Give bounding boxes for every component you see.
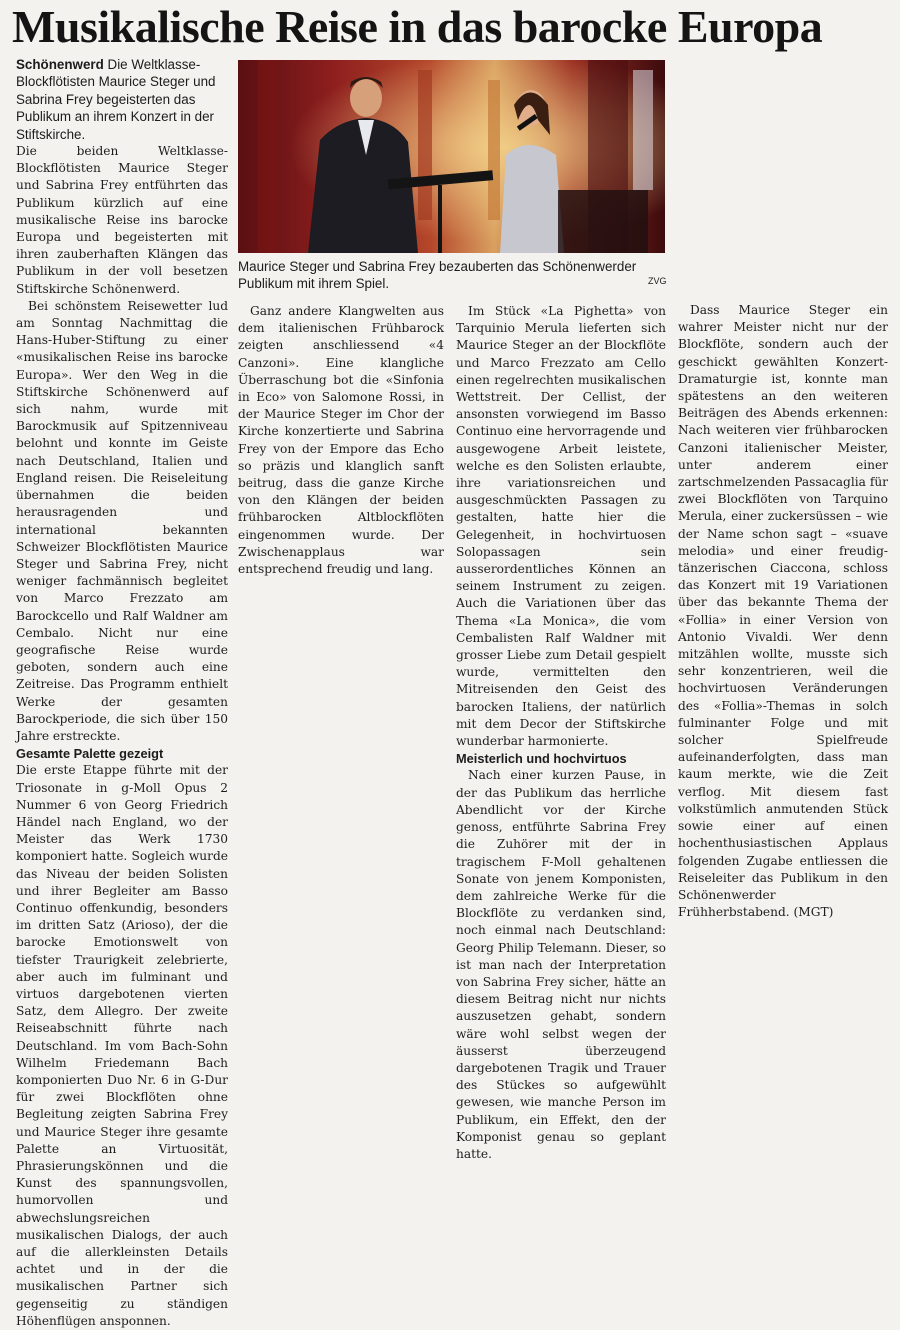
concert-photo [238,60,665,253]
column-4 [678,302,888,921]
column-3 [456,303,666,1163]
body-paragraph-2: Bei schönstem Reisewetter lud am Sonntag Nachmittag die Hans-Huber-Stiftung zu einer «musikalischen Reise ins barocke Europa». Wer den Weg in die Stiftskirche Schönenwerd auf sich nahm, wurde mit Barockmusik auf Spitzenniveau belohnt und konnte im Geiste nach Deutschland, Italien und England reisen. Die Reiseleitung übernahmen die beiden herausragenden und international bekannten Schweizer Blockflötisten Maurice Steger und Sabrina Frey, nicht weniger fachmännisch begleitet von Marco Frezzato am Barockcello und Ralf Waldner am Cembalo. Nicht nur eine geografische Reise wurde geboten, sondern auch eine Zeitreise. Das Programm enthielt Werke der gesamten Barockperiode, die sich über 150 Jahre erstreckte. [16,298,228,743]
subheading-gesamte-palette: Gesamte Palette gezeigt [16,746,164,762]
body-paragraph-7: Dass Maurice Steger ein wahrer Meister nicht nur der Blockflöte, sondern auch der geschickt gewählten Konzert-Dramaturgie ist, konnte man spätestens an den weiteren Beiträgen des Abends erkennen: Nach weiteren vier frühbarocken Canzoni italienischer Meister, unter anderem einer zartschmelzenden Passacaglia für zwei Blockflöten von Tarquino Merula, einer zuckersüssen – wie der Name schon sagt – «suave melodia» und einer freudig-tänzerischen Ciaccona, schloss das Konzert mit 19 Variationen über das bekannte Thema der «Follia» in einer Version von Antonio Vivaldi. Wer denn mitzählen wollte, musste sich sehr konzentrieren, weil die hochvirtuosen Veränderungen des «Follia»-Themas in solch fulminanter Folge und mit solcher Spielfreude aufeinanderfolgten, dass man kaum merkte, wie die Zeit verflog. Mit diesem fast volkstümlich anmutenden Stück sowie einer auf einen hochenthusiastischen Applaus folgenden Zugabe entliessen die Reiseleiter das Publikum in den Schönenwerder Frühherbstabend. (MGT) [678,303,888,920]
body-paragraph-3: Die erste Etappe führte mit der Triosonate in g-Moll Opus 2 Nummer 6 von Georg Friedrich Händel nach England, wo der Meister das Werk 1730 komponiert hatte. Sogleich wurde das Niveau der beiden Solisten und ihrer Begleiter am Basso Continuo offenkundig, besonders im dritten Satz (Arioso), der die barocke Emotionswelt von tiefster Traurigkeit zelebrierte, aber auch im fulminant und virtuos dargebotenen vierten Satz, dem Allegro. Der zweite Reiseabschnitt führte nach Deutschland. Im vom Bach-Sohn Wilhelm Friedemann Bach komponierten Duo Nr. 6 in G-Dur für zwei Blockflöten ohne Begleitung zeigten Sabrina Frey und Maurice Steger ihre gesamte Palette an Virtuosität, Phrasierungskönnen und die Kunst des spannungsvollen, humorvollen und abwechslungsreichen musikalischen Dialogs, der auch auf die allerkleinsten Details achtet und in der die musikalischen Partner sich gegenseitig zu ständigen Höhenflügen ansponnen. [16,763,228,1328]
lead-paragraph [16,56,228,143]
photo-credit: ZVG [648,276,667,286]
body-paragraph-5: Im Stück «La Pighetta» von Tarquinio Merula lieferten sich Maurice Steger an der Blockflöte und Marco Frezzato am Cello einen regelrechten musikalischen Wettstreit. Der Cellist, der ansonsten vorwiegend im Basso Continuo eine hervorragende und ausgewogene Arbeit leistete, welche es den Solisten erlaubte, ihre variationsreichen und ausgeschmückten Passagen zu gestalten, hatte hier die Gelegenheit, in hochvirtuosen Solopassagen sein ausserordentliches Können an seinem Instrument zu zeigen. Auch die Variationen über das Thema «La Monica», die vom Cembalisten Ralf Waldner mit grosser Liebe zum Detail gespielt wurde, vermittelten den Mitreisenden den Geist des barocken Italiens, der natürlich mit dem Decor der Stiftskirche wunderbar harmonierte. [456,304,666,749]
headline: Musikalische Reise in das barocke Europa [12,1,823,52]
subheading-meisterlich: Meisterlich und hochvirtuos [456,751,627,767]
lead-text: Die Weltklasse-Blockflötisten Maurice Steger und Sabrina Frey begeisterten das Publikum an ihrem Konzert in der Stiftskirche. [16,57,216,142]
body-paragraph-4: Ganz andere Klangwelten aus dem italienischen Frühbarock zeigten anschliessend «4 Canzoni». Eine klangliche Überraschung bot die «Sinfonia in Eco» von Salomone Rossi, in der Maurice Steger im Chor der Kirche konzertierte und Sabrina Frey von der Empore das Echo so präzis und klanglich sanft beitrug, dass die ganze Kirche von den Klängen der beiden frühbarocken Altblockflöten eingenommen wurde. Der Zwischenapplaus war entsprechend freudig und lang. [238,304,444,577]
photo-caption: Maurice Steger und Sabrina Frey bezauberten das Schönenwerder Publikum mit ihrem Spiel. [238,259,637,291]
column-1 [16,56,228,1330]
column-2 [238,303,444,578]
body-paragraph-1: Die beiden Weltklasse-Blockflötisten Maurice Steger und Sabrina Frey entführten das Publikum kürzlich auf eine musikalische Reise ins barocke Europa und begeisterten mit ihren zauberhaften Klängen das Publikum in der voll besetzen Stiftskirche Schönenwerd. [16,144,228,296]
lead-location: Schönenwerd [16,57,104,72]
body-paragraph-6: Nach einer kurzen Pause, in der das Publikum das herrliche Abendlicht vor der Kirche genoss, entführte Sabrina Frey die Zuhörer mit der in tragischem F-Moll gehaltenen Sonate von jenem Komponisten, dem zahlreiche Werke für die Blockflöte zu verdanken sind, noch einmal nach Deutschland: Georg Philip Telemann. Dieser, so ist man nach der Interpretation von Sabrina Frey sicher, hätte an diesem Beitrag nicht nur nichts auszusetzen gehabt, sondern wäre wohl selbst wegen der äusserst überzeugend dargebotenen Tragik und Trauer des Stückes so aufgewühlt gewesen, wie manche Person im Publikum, ein Effekt, den der Komponist genau so geplant hatte. [456,768,666,1161]
